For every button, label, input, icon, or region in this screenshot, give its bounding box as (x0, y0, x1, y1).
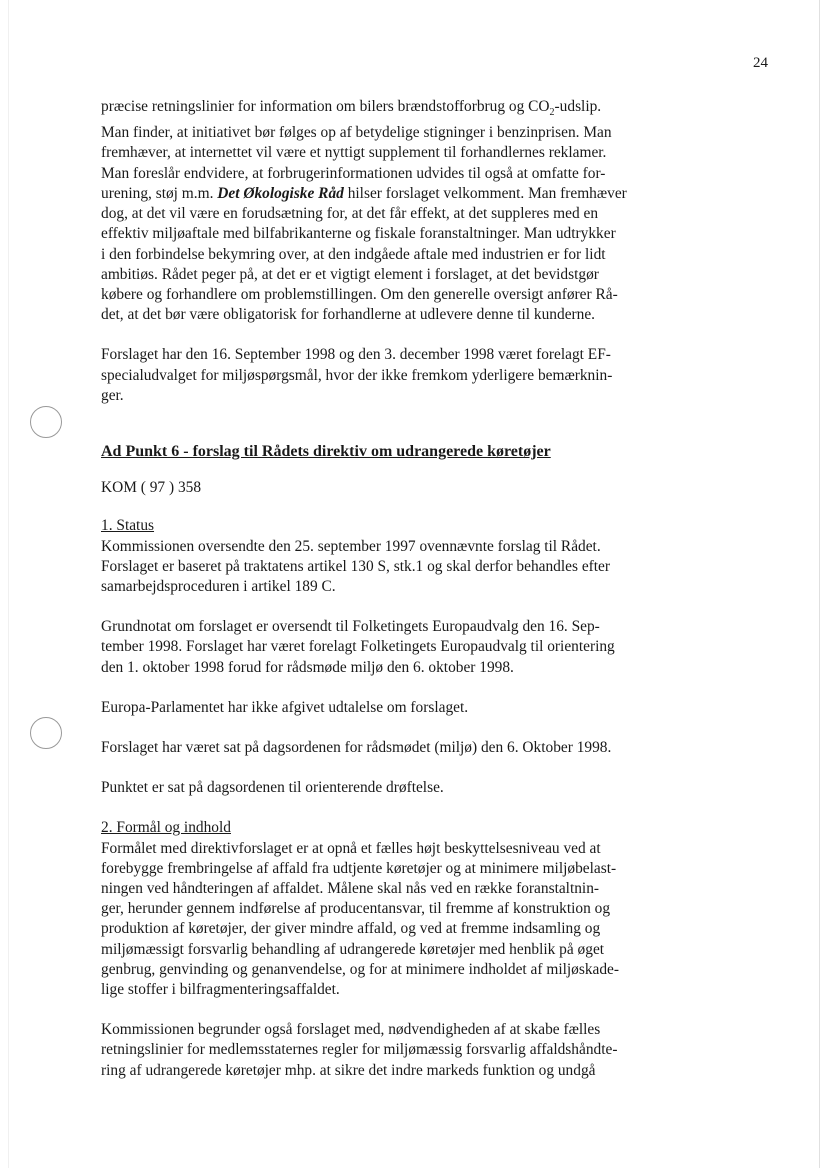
section-heading: Ad Punkt 6 - forslag til Rådets direktiv om udrangerede køretøjer (101, 442, 551, 460)
punch-hole-icon (30, 406, 62, 438)
paragraph-europa-parlamentet: Europa-Parlamentet har ikke afgivet udtalelse om forslaget. (101, 698, 469, 716)
text-line: dog, at det vil være en forudsætning for, at det får effekt, at det suppleres med en (101, 205, 599, 223)
text-line: produktion af køretøjer, der giver mindre affald, og ved at fremme indsamling og (101, 920, 601, 938)
kom-reference: KOM ( 97 ) 358 (101, 479, 202, 497)
text-line: Forslaget har den 16. September 1998 og den 3. december 1998 været forelagt EF- (101, 346, 611, 364)
co2-subscript: 2 (549, 107, 555, 119)
text-line: præcise retningslinier for information om bilers brændstofforbrug og CO (101, 98, 550, 115)
paragraph-ef-committee (101, 345, 761, 406)
text-line: ring af udrangerede køretøjer mhp. at sikre det indre markeds funktion og undgå (101, 1061, 596, 1079)
text-line: ger. (101, 386, 124, 404)
paragraph-consultation (101, 97, 761, 325)
paragraph-status (101, 537, 761, 598)
text-line: Kommissionen oversendte den 25. september 1997 ovennævnte forslag til Rådet. (101, 537, 601, 555)
document-body (101, 97, 761, 1081)
text-line: specialudvalget for miljøspørgsmål, hvor der ikke fremkom yderligere bemærknin- (101, 366, 613, 384)
text-line: samarbejdsproceduren i artikel 189 C. (101, 577, 336, 595)
subsection-title-formaal: 2. Formål og indhold (101, 819, 231, 837)
text-line: Kommissionen begrunder også forslaget med, nødvendigheden af at skabe fælles (101, 1021, 601, 1039)
paragraph-grundnotat (101, 617, 761, 678)
text-line: tember 1998. Forslaget har været forelagt Folketingets Europaudvalg til orientering (101, 638, 615, 656)
text-line: ambitiøs. Rådet peger på, at det er et vigtigt element i forslaget, at det bevidstgør (101, 265, 599, 283)
punch-hole-icon (30, 717, 62, 749)
text-line: det, at det bør være obligatorisk for forhandlerne at udlevere denne til kunderne. (101, 306, 596, 324)
scan-edge-right (819, 0, 820, 1168)
text-line: i den forbindelse bekymring over, at den indgåede aftale med industrien er for lidt (101, 245, 606, 263)
text-line: urening, støj m.m. (101, 184, 214, 202)
text-line: den 1. oktober 1998 forud for rådsmøde miljø den 6. oktober 1998. (101, 658, 514, 676)
text-line: Man foreslår endvidere, at forbrugerinformationen udvides til også at omfatte for- (101, 164, 606, 182)
text-line: genbrug, genvinding og genanvendelse, og for at minimere indholdet af miljøskade- (101, 960, 620, 978)
page-number: 24 (753, 55, 768, 71)
text-line: ger, herunder gennem indførelse af producentansvar, til fremme af konstruktion og (101, 900, 611, 918)
scan-edge-left (8, 0, 9, 1168)
text-line: Grundnotat om forslaget er oversendt til Folketingets Europaudvalg den 16. Sep- (101, 618, 600, 636)
text-line: retningslinier for medlemsstaternes regler for miljømæssig forsvarlig affaldshåndte- (101, 1041, 618, 1059)
text-line: Forslaget er baseret på traktatens artikel 130 S, stk.1 og skal derfor behandles efter (101, 557, 611, 575)
text-line: Man finder, at initiativet bør følges op af betydelige stigninger i benzinprisen. Man (101, 124, 612, 142)
text-line: købere og forhandlere om problemstillingen. Om den generelle oversigt anfører Rå- (101, 285, 618, 303)
text-line: fremhæver, at internettet vil være et nyttigt supplement til forhandlernes reklamer. (101, 144, 607, 162)
organisation-name: Det Økologiske Råd (217, 184, 344, 202)
subsection-title-status: 1. Status (101, 517, 155, 535)
paragraph-punktet: Punktet er sat på dagsordenen til orienterende drøftelse. (101, 779, 444, 797)
text-line: hilser forslaget velkomment. Man fremhæver (347, 184, 627, 202)
text-line: Formålet med direktivforslaget er at opnå et fælles højt beskyttelsesniveau ved at (101, 839, 601, 857)
text-line: -udslip. (554, 98, 602, 115)
text-line: ningen ved håndteringen af affaldet. Målene skal nås ved en række foranstaltnin- (101, 879, 600, 897)
paragraph-kommissionen (101, 1020, 761, 1081)
text-line: effektiv miljøaftale med bilfabrikanterne og fiskale foranstaltninger. Man udtrykker (101, 225, 616, 243)
text-line: lige stoffer i bilfragmenteringsaffaldet. (101, 980, 340, 998)
paragraph-dagsorden: Forslaget har været sat på dagsordenen for rådsmødet (miljø) den 6. Oktober 1998. (101, 738, 612, 756)
text-line: forebygge frembringelse af affald fra udtjente køretøjer og at minimere miljøbelast- (101, 859, 617, 877)
paragraph-formaal (101, 839, 761, 1001)
text-line: miljømæssigt forsvarlig behandling af udrangerede køretøjer med henblik på øget (101, 940, 605, 958)
